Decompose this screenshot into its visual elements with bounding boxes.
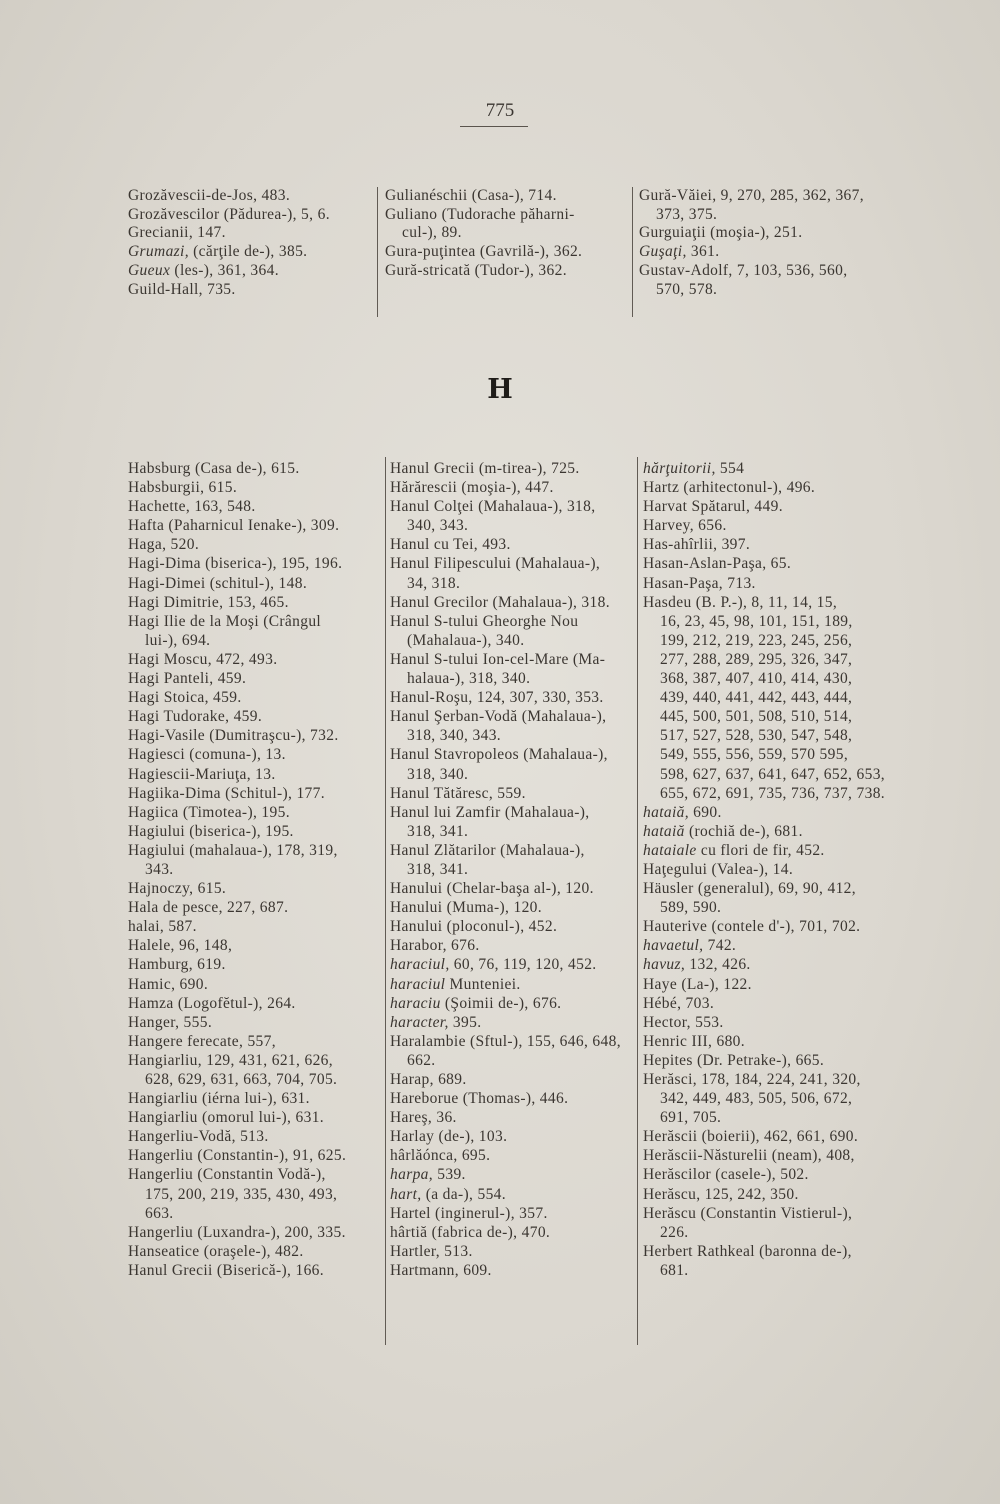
index-entry [128,1165,376,1203]
index-entry [643,535,900,554]
index-entry-continuation: 16, 23, 45, 98, 101, 151, 189, [660,612,853,630]
index-entry [390,841,632,879]
index-entry-text: Häusler (generalul), 69, 90, 412, [643,880,856,898]
index-entry [643,478,900,497]
index-entry [128,478,376,497]
index-entry-text: (rochiă de-), 681. [684,822,803,840]
index-entry-text: Harlay (de-), 103. [390,1128,508,1146]
index-entry [390,1242,632,1261]
index-entry-text: Hamic, 690. [128,975,209,993]
index-entry-text: Hanul Zlătarilor (Mahalaua-), [390,841,585,859]
index-entry-text: Herbert Rathkeal (baronna de-), [643,1242,852,1260]
index-entry [643,745,900,764]
index-entry [643,803,900,822]
index-entry [128,262,368,281]
index-entry-text: Hauterive (contele d'-), 701, 702. [643,918,861,936]
index-entry [128,574,376,593]
index-entry [639,187,899,224]
index-entry-text: 60, 76, 119, 120, 452. [449,956,597,974]
index-entry-text: Hanului (ploconul-), 452. [390,918,558,936]
index-entry-text: 663. [145,1204,174,1222]
index-entry-text: Hartmann, 609. [390,1261,492,1279]
index-entry-text: Hagiika-Dima (Schitul-), 177. [128,784,325,802]
index-entry-text: 549, 555, 556, 559, 570 595, [660,746,849,764]
index-entry [643,1204,900,1242]
index-entry-text: Hasdeu (B. P.-), 8, 11, 14, 15, [643,593,838,611]
index-entry [643,1242,900,1280]
index-entry [643,879,900,917]
index-entry [128,1242,376,1261]
index-entry-text: cu flori de fir, 452. [696,841,825,859]
index-entry-text: Grozăvescilor (Pădurea-), 5, 6. [128,205,330,223]
index-entry-text: Hanul cu Tei, 493. [390,536,511,554]
index-entry-continuation: 318, 340, 343. [407,727,502,745]
index-entry-text: Hachette, 163, 548. [128,498,256,516]
index-entry [128,745,376,764]
index-entry [128,1223,376,1242]
index-entry [643,497,900,516]
index-entry [643,593,900,631]
index-entry [390,1127,632,1146]
index-entry-text: Hébé, 703. [643,994,715,1012]
index-entry [128,784,376,803]
index-entry [390,803,632,841]
index-entry-text: 199, 212, 219, 223, 245, 256, [660,631,853,649]
index-entry [390,535,632,554]
index-entry [128,554,376,573]
index-entry [390,554,632,592]
index-entry [643,784,900,803]
index-entry-text: Gustav-Adolf, 7, 103, 536, 560, [639,261,848,279]
index-entry-text: Hagi Moscu, 472, 493. [128,650,278,668]
index-entry [390,478,632,497]
index-entry-text: 361. [686,243,720,261]
index-entry-text: Hafta (Paharnicul Ienake-), 309. [128,517,340,535]
index-entry-text: Hamburg, 619. [128,956,226,974]
index-entry-text: Hanul Grecilor (Mahalaua-), 318. [390,593,610,611]
index-entry-text: Hagi Dimitrie, 153, 465. [128,593,289,611]
index-entry [385,187,625,206]
index-entry-text: Harabor, 676. [390,937,480,955]
index-entry [128,206,368,225]
index-entry-text: Haye (La-), 122. [643,975,752,993]
index-entry-text: Hepites (Dr. Petrake-), 665. [643,1051,825,1069]
index-entry-text: 445, 500, 501, 508, 510, 514, [660,708,853,726]
index-entry-continuation: 175, 200, 219, 335, 430, 493, [145,1185,338,1203]
index-entry-text: Harvey, 656. [643,517,727,535]
index-entry [390,1032,632,1070]
index-entry-continuation: 34, 318. [407,574,461,592]
index-entry [643,860,900,879]
index-entry-text: Hagi-Vasile (Dumitraşcu-), 732. [128,727,339,745]
column-divider [385,457,386,1345]
index-entry-text: Haralambie (Sftul-), 155, 646, 648, [390,1032,621,1050]
index-entry-text: 554 [715,460,745,477]
index-entry [643,1185,900,1204]
index-entry [390,1146,632,1165]
index-entry [643,994,900,1013]
index-entry [643,688,900,707]
index-entry-text: Guild-Hall, 735. [128,280,236,298]
index-term-italic: Guşaţi, [639,243,687,261]
index-entry-text: Henric III, 680. [643,1032,746,1050]
index-entry [128,955,376,974]
index-column-2 [390,459,632,1280]
index-entry [643,1108,900,1127]
index-entry [390,688,632,707]
index-entry-text: Hajnoczy, 615. [128,880,227,898]
index-term-italic: haraciul [390,975,446,993]
index-entry [643,1070,900,1108]
index-term-italic: haraciul, [390,956,450,974]
index-entry-text: Hanseatice (oraşele-), 482. [128,1242,304,1260]
index-entry [643,1051,900,1070]
index-entry-text: Hartler, 513. [390,1242,473,1260]
index-entry-text: Hagiului (mahalaua-), 178, 319, [128,841,338,859]
index-entry-text: Hagiescii-Mariuţa, 13. [128,765,276,783]
index-entry-text: Gură-stricată (Tudor-), 362. [385,261,567,279]
index-entry-text: Hangerliu (Constantin-), 91, 625. [128,1147,347,1165]
index-entry [128,707,376,726]
index-entry-text: Hareş, 36. [390,1109,457,1127]
index-entry [643,669,900,688]
top-index-column-2 [385,187,625,281]
index-entry [390,1261,632,1280]
index-entry [390,1089,632,1108]
index-entry [390,784,632,803]
index-entry [643,936,900,955]
index-entry-text: Hartz (arhitectonul-), 496. [643,479,816,497]
index-entry-text: Hangiarliu, 129, 431, 621, 626, [128,1051,334,1069]
index-entry [390,1204,632,1223]
page-number: 775 [485,100,515,121]
index-entry-continuation: 318, 341. [407,822,469,840]
top-index-column-3 [639,187,899,299]
index-entry-text: Gura-puţintea (Gavrilă-), 362. [385,243,583,261]
index-entry-text: 690. [688,803,722,821]
index-entry-text: Grozăvescii-de-Jos, 483. [128,187,291,204]
index-entry-text: Haţegului (Valea-), 14. [643,860,794,878]
index-entry [639,243,899,262]
index-entry [390,994,632,1013]
index-entry-continuation: 318, 340. [407,765,469,783]
index-entry-text: Hasan-Aslan-Paşa, 65. [643,555,792,573]
index-entry [643,554,900,573]
index-entry-text: Gură-Văiei, 9, 270, 285, 362, 367, [639,187,864,204]
index-entry-text: Hanul Stavropoleos (Mahalaua-), [390,746,608,764]
index-entry [639,224,899,243]
index-entry [390,593,632,612]
index-entry-continuation: halaua-), 318, 340. [407,670,531,688]
index-entry [643,631,900,650]
index-entry [643,516,900,535]
index-entry-continuation: lui-), 694. [145,631,211,649]
index-entry [128,281,368,300]
index-entry [390,917,632,936]
index-entry [128,688,376,707]
index-entry-text: 598, 627, 637, 641, 647, 652, 653, [660,765,886,783]
index-entry [390,1165,632,1184]
index-entry [390,1185,632,1204]
top-index-column-1 [128,187,368,299]
index-entry-continuation: 226. [660,1223,689,1241]
index-entry [128,1204,376,1223]
index-entry-text: Hanul Grecii (m-tirea-), 725. [390,460,580,477]
index-entry [643,1165,900,1184]
index-entry-text: Hagiica (Timotea-), 195. [128,803,290,821]
index-entry-text: Hagi Stoica, 459. [128,689,242,707]
index-entry-text: Hărărescii (moşia-), 447. [390,479,554,497]
index-entry [390,1108,632,1127]
index-entry-continuation: (Mahalaua-), 340. [407,631,525,649]
index-entry-text: Hartel (inginerul-), 357. [390,1204,548,1222]
index-entry [385,243,625,262]
index-entry-text: Herăscii (boierii), 462, 661, 690. [643,1128,859,1146]
index-entry [128,669,376,688]
section-letter-heading: H [487,374,513,405]
column-divider [377,187,378,317]
index-entry [128,822,376,841]
index-term-italic: haracter, [390,1013,449,1031]
index-term-italic: Grumazi, [128,243,189,261]
index-entry [390,459,632,478]
index-entry-text: Herăscu, 125, 242, 350. [643,1185,799,1203]
index-entry [390,497,632,535]
index-entry [643,1032,900,1051]
index-term-italic: havuz, [643,956,686,974]
index-entry-text: Hanul Grecii (Biserică-), 166. [128,1261,325,1279]
index-entry-text: 132, 426. [685,956,751,974]
index-entry [128,765,376,784]
index-entry-continuation: 373, 375. [656,205,718,223]
index-entry [128,726,376,745]
index-entry [390,879,632,898]
index-entry-text: Hangerliu (Luxandra-), 200, 335. [128,1223,346,1241]
index-entry-continuation: 343. [145,860,174,878]
index-entry [390,745,632,783]
index-entry [643,917,900,936]
index-entry-text: Hector, 553. [643,1013,724,1031]
index-entry [643,1013,900,1032]
index-term-italic: harpa, [390,1166,434,1184]
index-entry [128,1032,376,1051]
index-entry [128,975,376,994]
index-entry [390,955,632,974]
index-entry [128,650,376,669]
index-entry-text: Hangerliu (Constantin Vodă-), [128,1166,326,1184]
index-entry-text: Hanul Colţei (Mahalaua-), 318, [390,498,596,516]
index-entry [643,841,900,860]
index-term-italic: hărţuitorii, [643,460,716,477]
index-entry [128,612,376,650]
index-entry-text: 539. [433,1166,466,1184]
index-entry-text: Habsburg (Casa de-), 615. [128,460,300,477]
column-divider [632,187,633,317]
index-term-italic: hart, [390,1185,422,1203]
index-entry-text: Hagiesci (comuna-), 13. [128,746,286,764]
index-entry [128,535,376,554]
index-entry-text: Hangerliu-Vodă, 513. [128,1128,269,1146]
index-term-italic: hataiă [643,822,685,840]
index-entry [128,243,368,262]
index-entry [390,1070,632,1089]
index-entry-text: Hagi-Dimei (schitul-), 148. [128,574,308,592]
index-entry [128,593,376,612]
index-entry [643,955,900,974]
index-entry-text: Habsburgii, 615. [128,479,238,497]
index-entry-text: Herăsci, 178, 184, 224, 241, 320, [643,1071,861,1088]
index-entry-text: Hareborue (Thomas-), 446. [390,1090,569,1108]
index-entry [128,1261,376,1280]
index-entry-text: Gurguiaţii (moşia-), 251. [639,224,803,242]
index-entry-text: Hagiului (biserica-), 195. [128,822,294,840]
index-entry-continuation: cul-), 89. [402,224,462,242]
index-entry-text: 517, 527, 528, 530, 547, 548, [660,727,853,745]
index-entry [128,1051,376,1089]
index-entry-text: Hanul Filipescului (Mahalaua-), [390,555,601,573]
index-entry [128,898,376,917]
index-entry-text: Hangiarliu (omorul lui-), 631. [128,1109,325,1127]
index-entry-continuation: 662. [407,1051,436,1069]
index-entry-text: Has-ahîrlii, 397. [643,536,751,554]
index-entry-text: Harap, 689. [390,1071,467,1088]
index-entry-text: Hangiarliu (iérna lui-), 631. [128,1090,310,1108]
index-entry-text: Hagi Panteli, 459. [128,670,247,688]
index-entry [643,650,900,669]
index-entry [643,975,900,994]
index-entry-text: Hanul Şerban-Vodă (Mahalaua-), [390,708,607,726]
index-entry-text: Hanului (Muma-), 120. [390,899,542,917]
index-entry-text: Guliano (Tudorache păharni- [385,205,575,223]
index-entry-continuation: 318, 341. [407,860,469,878]
index-entry [385,206,625,243]
index-entry-text: (a da-), 554. [421,1185,506,1203]
index-entry [128,1146,376,1165]
index-term-italic: hataiă, [643,803,689,821]
index-entry-text: Haga, 520. [128,536,200,554]
index-entry [643,707,900,726]
index-entry-text: hârtiă (fabrica de-), 470. [390,1223,551,1241]
index-entry [128,1089,376,1108]
index-entry [643,726,900,745]
index-entry-text: Hanul S-tului Ion-cel-Mare (Ma- [390,650,606,668]
index-entry-text: Hangere ferecate, 557, [128,1032,276,1050]
index-entry [128,1127,376,1146]
index-entry-continuation: 628, 629, 631, 663, 704, 705. [145,1071,338,1088]
index-entry [128,994,376,1013]
index-entry-continuation: 589, 590. [660,899,722,917]
index-entry-text: 439, 440, 441, 442, 443, 444, [660,689,853,707]
index-entry-text: Herăscii-Năsturelii (neam), 408, [643,1147,855,1165]
index-entry [390,1223,632,1242]
index-entry [390,1013,632,1032]
index-entry [390,936,632,955]
index-entry-text: 742. [703,937,737,955]
index-entry [128,459,376,478]
index-entry-text: Gulianéschii (Casa-), 714. [385,187,557,204]
index-entry [385,262,625,281]
index-entry-text: Hagi Tudorake, 459. [128,708,263,726]
index-entry-text: Hasan-Paşa, 713. [643,574,756,592]
index-entry [128,917,376,936]
index-entry-text: Hanul Tătăresc, 559. [390,784,526,802]
index-entry-text: Hala de pesce, 227, 687. [128,899,289,917]
index-entry-continuation: 681. [660,1261,689,1279]
index-entry-text: Hamza (Logofĕtul-), 264. [128,994,296,1012]
index-entry-text: Herăscu (Constantin Vistierul-), [643,1204,853,1222]
index-entry-text: 691, 705. [660,1109,722,1127]
index-entry-text: (cărţile de-), 385. [188,243,308,261]
index-entry [128,516,376,535]
column-divider [637,457,638,1345]
index-entry-text: Hanger, 555. [128,1013,213,1031]
index-entry-text: 277, 288, 289, 295, 326, 347, [660,650,853,668]
index-entry-continuation: 342, 449, 483, 505, 506, 672, [660,1090,853,1108]
index-entry-text: Halele, 96, 148, [128,937,233,955]
index-entry [643,765,900,784]
index-entry-text: Hanul lui Zamfir (Mahalaua-), [390,803,590,821]
index-entry-text: Hanului (Chelar-başa al-), 120. [390,880,594,898]
index-entry [128,803,376,822]
index-entry-text: (les-), 361, 364. [170,261,279,279]
index-column-3 [643,459,900,1280]
index-entry [390,975,632,994]
index-entry-text: Herăscilor (casele-), 502. [643,1166,809,1184]
index-entry-text: 368, 387, 407, 410, 414, 430, [660,670,853,688]
index-term-italic: hataiale [643,841,697,859]
index-entry-text: 655, 672, 691, 735, 736, 737, 738. [660,784,886,802]
index-term-italic: Gueux [128,261,171,279]
index-entry [128,187,368,206]
index-entry-text: (Şoimii de-), 676. [440,994,562,1012]
index-entry [390,612,632,650]
index-entry [128,224,368,243]
index-entry [639,262,899,299]
index-entry [643,574,900,593]
index-entry [390,650,632,688]
index-entry-text: hârlăónca, 695. [390,1147,491,1165]
index-entry [128,841,376,879]
index-entry-text: halai, 587. [128,918,197,936]
index-entry [643,822,900,841]
index-entry [128,936,376,955]
index-entry-text: Hanul-Roşu, 124, 307, 330, 353. [390,689,604,707]
index-entry [643,1127,900,1146]
index-entry [643,459,900,478]
index-entry [128,1013,376,1032]
index-entry-text: 395. [448,1013,482,1031]
index-entry-text: Hanul S-tului Gheorghe Nou [390,612,579,630]
index-entry-text: Grecianii, 147. [128,224,226,242]
index-entry-text: Munteniei. [445,975,521,993]
index-entry-continuation: 570, 578. [656,280,718,298]
index-entry [390,898,632,917]
index-entry-text: Harvat Spătarul, 449. [643,498,783,516]
index-entry [128,497,376,516]
index-entry [643,1146,900,1165]
index-term-italic: haraciu [390,994,441,1012]
index-column-1 [128,459,376,1280]
index-entry-text: Hagi Ilie de la Moşi (Crângul [128,612,322,630]
index-entry-text: Hagi-Dima (biserica-), 195, 196. [128,555,343,573]
index-entry-continuation: 340, 343. [407,517,469,535]
index-entry [390,707,632,745]
index-term-italic: havaetul, [643,937,704,955]
index-entry [128,879,376,898]
index-entry [128,1108,376,1127]
page-number-rule [460,126,528,127]
